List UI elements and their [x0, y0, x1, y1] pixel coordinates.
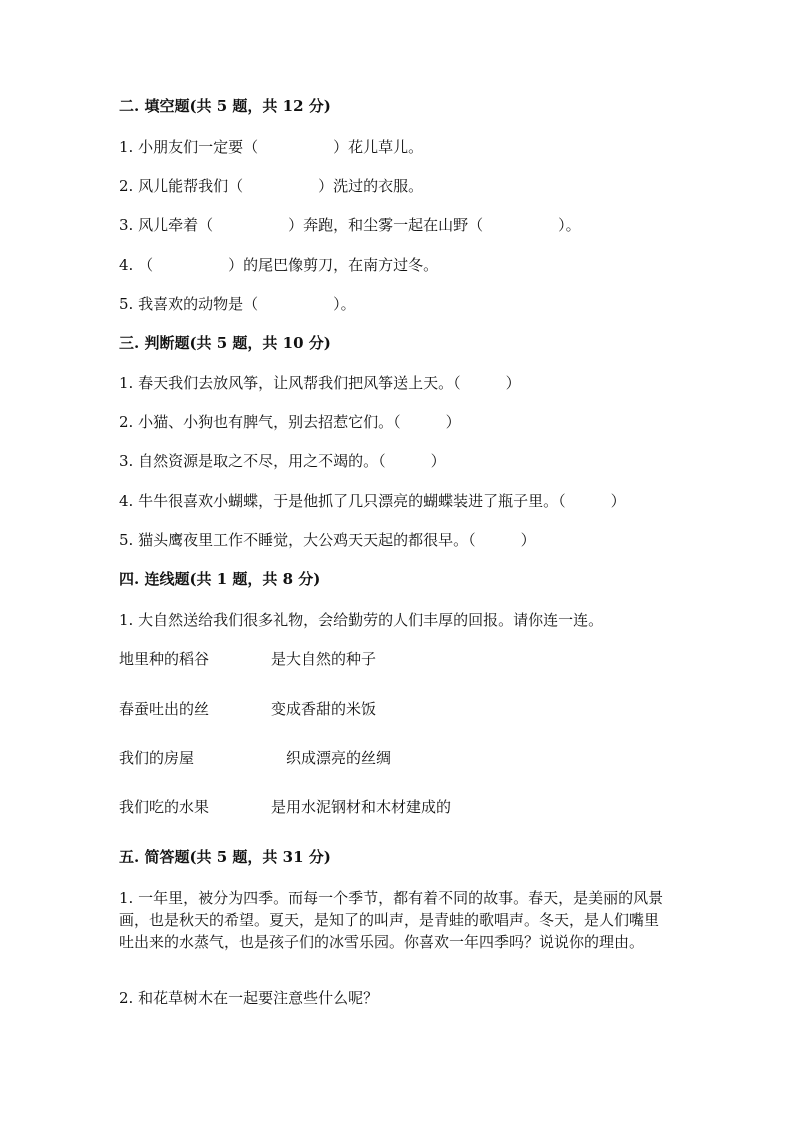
- true-false-item-3: 3. 自然资源是取之不尽，用之不竭的。（ ）: [119, 452, 446, 470]
- true-false-item-4: 4. 牛牛很喜欢小蝴蝶，于是他抓了几只漂亮的蝴蝶装进了瓶子里。（ ）: [119, 492, 626, 510]
- matching-left-item-3: 我们的房屋: [119, 749, 195, 767]
- fill-blank-item-2: 2. 风儿能帮我们（ ）洗过的衣服。: [119, 177, 424, 195]
- true-false-item-1: 1. 春天我们去放风筝，让风帮我们把风筝送上天。（ ）: [119, 374, 521, 392]
- section-heading-fill-blank: 二. 填空题(共 5 题，共 12 分): [119, 97, 331, 115]
- matching-left-item-2: 春蚕吐出的丝: [119, 700, 210, 718]
- true-false-item-5: 5. 猫头鹰夜里工作不睡觉，大公鸡天天起的都很早。（ ）: [119, 531, 536, 549]
- matching-left-item-1: 地里种的稻谷: [119, 650, 210, 668]
- fill-blank-item-4: 4. （ ）的尾巴像剪刀，在南方过冬。: [119, 256, 439, 274]
- section-heading-matching: 四. 连线题(共 1 题，共 8 分): [119, 570, 321, 588]
- true-false-item-2: 2. 小猫、小狗也有脾气，别去招惹它们。（ ）: [119, 413, 461, 431]
- matching-right-item-4: 是用水泥钢材和木材建成的: [271, 798, 452, 816]
- matching-right-item-3: 织成漂亮的丝绸: [286, 749, 392, 767]
- fill-blank-item-5: 5. 我喜欢的动物是（ ）。: [119, 295, 356, 313]
- fill-blank-item-1: 1. 小朋友们一定要（ ）花儿草儿。: [119, 138, 424, 156]
- matching-question: 1. 大自然送给我们很多礼物，会给勤劳的人们丰厚的回报。请你连一连。: [119, 611, 604, 629]
- fill-blank-item-3: 3. 风儿牵着（ ）奔跑，和尘雾一起在山野（ ）。: [119, 216, 581, 234]
- short-answer-item-1: 1. 一年里，被分为四季。而每一个季节，都有着不同的故事。春天，是美丽的风景画，也是秋天的希望。夏天，是知了的叫声，是青蛙的歌唱声。冬天，是人们嘴里吐出来的水蒸气，也是孩子们的冰雪乐园。你喜欢一年四季吗？说说你的理由。: [119, 889, 664, 951]
- short-answer-item-2: 2. 和花草树木在一起要注意些什么呢？: [119, 989, 379, 1007]
- matching-right-item-2: 变成香甜的米饭: [271, 700, 377, 718]
- section-heading-true-false: 三. 判断题(共 5 题，共 10 分): [119, 334, 331, 352]
- matching-left-item-4: 我们吃的水果: [119, 798, 210, 816]
- section-heading-short-answer: 五. 简答题(共 5 题，共 31 分): [119, 848, 331, 866]
- matching-right-item-1: 是大自然的种子: [271, 650, 377, 668]
